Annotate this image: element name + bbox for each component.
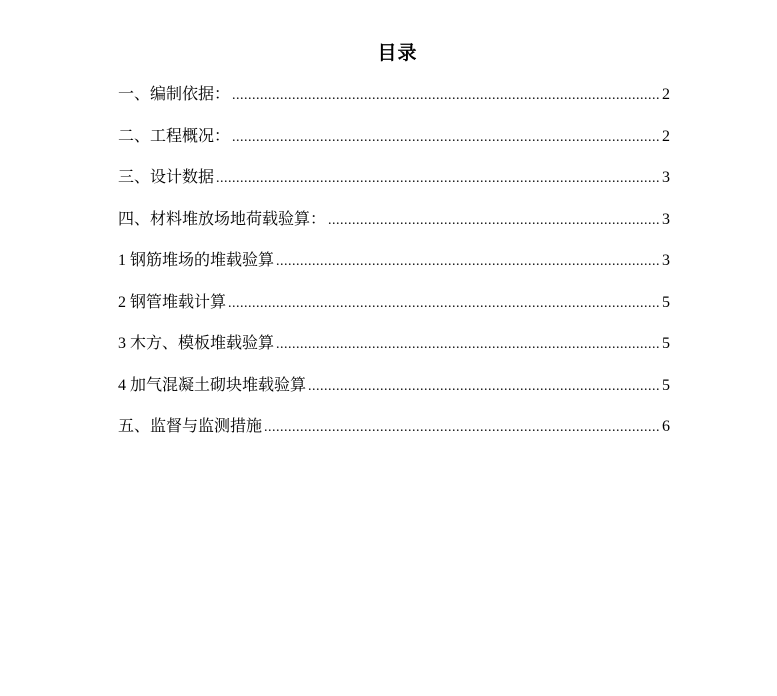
- dot-leader: [276, 250, 660, 274]
- toc-entry-design-data[interactable]: [118, 166, 670, 208]
- toc-entry-text: 一、编制依据：: [118, 86, 231, 103]
- dot-leader: [328, 209, 660, 233]
- toc-page-number: 5: [662, 335, 670, 352]
- dot-leader: [232, 84, 660, 108]
- dot-leader: [232, 126, 660, 150]
- toc-title: 目录: [377, 43, 418, 64]
- toc-page-number: 5: [662, 293, 670, 311]
- toc-entry-text: 1 钢筋堆场的堆载验算: [118, 252, 275, 269]
- table-of-contents: [118, 83, 670, 457]
- toc-entry-text: 二、工程概况：: [118, 127, 231, 145]
- toc-entry-timber-formwork[interactable]: [118, 332, 670, 374]
- toc-entry-steel-pipe[interactable]: [118, 291, 670, 333]
- toc-page-number: 3: [662, 252, 670, 269]
- dot-leader: [308, 375, 660, 399]
- toc-entry-rebar-yard[interactable]: [118, 249, 670, 291]
- toc-entry-text: 四、材料堆放场地荷载验算：: [118, 210, 327, 228]
- toc-entry-text: 3 木方、模板堆载验算: [118, 335, 275, 352]
- toc-entry-overview[interactable]: [118, 125, 670, 167]
- toc-page-number: 2: [662, 86, 670, 103]
- toc-page-number: 2: [662, 127, 670, 145]
- dot-leader: [216, 167, 660, 191]
- dot-leader: [228, 292, 660, 316]
- toc-entry-text: 4 加气混凝土砌块堆载验算: [118, 376, 307, 394]
- toc-entry-text: 2 钢管堆载计算: [118, 293, 227, 311]
- toc-entry-basis[interactable]: [118, 83, 670, 125]
- toc-entry-text: 三、设计数据: [118, 169, 215, 186]
- toc-entry-supervision[interactable]: [118, 415, 670, 457]
- dot-leader: [276, 333, 660, 357]
- toc-entry-load-check[interactable]: [118, 208, 670, 250]
- dot-leader: [264, 416, 660, 440]
- toc-page-number: 3: [662, 169, 670, 186]
- toc-page-number: 3: [662, 210, 670, 228]
- toc-entry-text: 五、监督与监测措施: [118, 418, 263, 435]
- toc-page-number: 6: [662, 418, 670, 435]
- toc-entry-aerated-block[interactable]: [118, 374, 670, 416]
- toc-page-number: 5: [662, 376, 670, 394]
